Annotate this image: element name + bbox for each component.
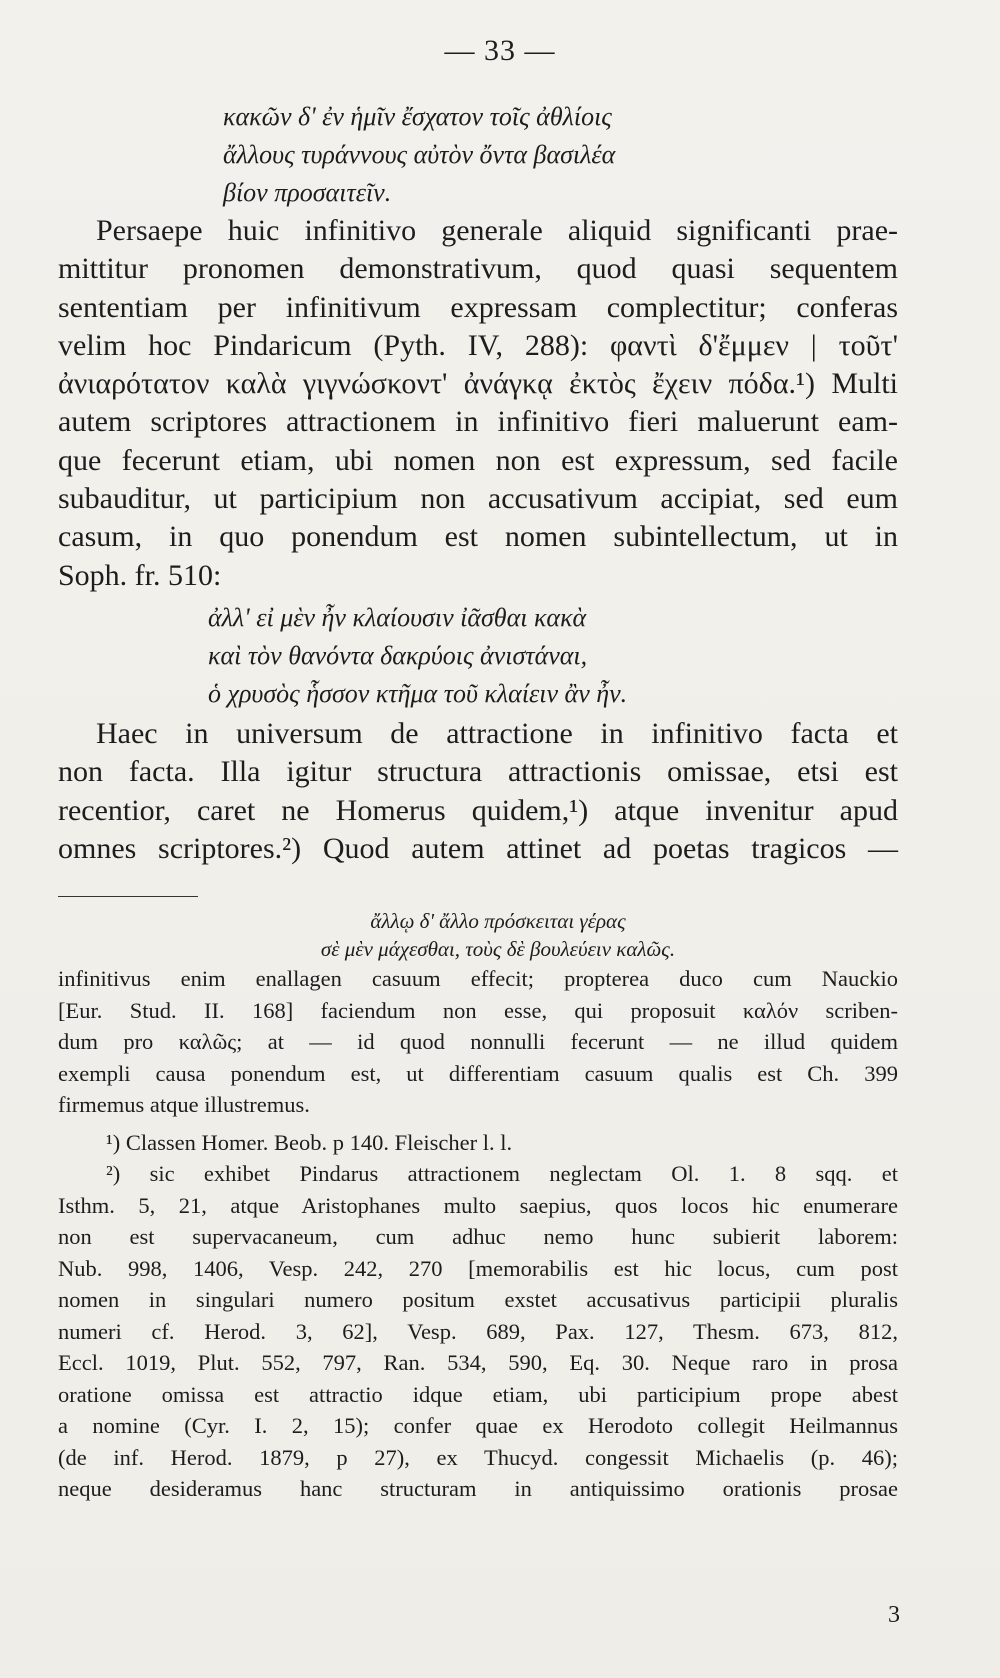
footnote-line: neque desideramus hanc structuram in antiquissimo orationis prosae xyxy=(58,1476,898,1502)
footnote-line: dum pro καλῶς; at — id quod nonnulli fecerunt — ne illud quidem xyxy=(58,1029,898,1055)
footnote-line: non est supervacaneum, cum adhuc nemo hunc subierit laborem: xyxy=(58,1224,898,1250)
footnote-line: nomen in singulari numero positum exstet accusativus participii pluralis xyxy=(58,1287,898,1313)
footnote-line: Nub. 998, 1406, Vesp. 242, 270 [memorabilis est hic locus, cum post xyxy=(58,1255,898,1281)
verse-line: βίον προσαιτεῖν. xyxy=(223,178,392,207)
footnote-line: exempli causa ponendum est, ut differentiam casuum qualis est Ch. 399 xyxy=(58,1060,898,1086)
sophocles-quote xyxy=(58,599,898,713)
verse-line: ἀλλ' εἰ μὲν ἦν κλαίουσιν ἰᾶσθαι κακὰ xyxy=(208,602,587,632)
text-line: recentior, caret ne Homerus quidem,¹) atque invenitur apud xyxy=(58,793,898,827)
verse-line: σὲ μὲν μάχεσθαι, τοὺς δὲ βουλεύειν καλῶς. xyxy=(320,937,676,962)
text-line: sententiam per infinitivum expressam complectitur; conferas xyxy=(58,290,898,324)
text-line: omnes scriptores.²) Quod autem attinet ad poetas tragicos — xyxy=(58,831,898,865)
footnote-1 xyxy=(58,1127,898,1159)
footnote-line: ¹) Classen Homer. Beob. p 140. Fleischer l. l. xyxy=(106,1129,513,1155)
verse-line: ὁ χρυσὸς ἧσσον κτῆμα τοῦ κλαίειν ἂν ἦν. xyxy=(208,678,628,708)
verse-line: ἄλλους τυράννους αὐτὸν ὄντα βασιλέα xyxy=(223,140,616,169)
text-line: Soph. fr. 510: xyxy=(58,558,222,592)
verse-line: καὶ τὸν θανόντα δακρύοις ἀνιστάναι, xyxy=(208,640,588,670)
footnote-line: firmemus atque illustremus. xyxy=(58,1092,310,1118)
main-paragraph xyxy=(58,212,898,595)
text-line: que fecerunt etiam, ubi nomen non est expressum, sed facile xyxy=(58,443,898,477)
text-line: Haec in universum de attractione in infinitivo facta et xyxy=(96,716,898,750)
footnote-line: Isthm. 5, 21, atque Aristophanes multo saepius, quos locos hic enumerare xyxy=(58,1192,898,1218)
footnote-continuation xyxy=(58,963,898,1121)
greek-verse-quote xyxy=(58,98,898,212)
footnote-line: numeri cf. Herod. 3, 62], Vesp. 689, Pax. 127, Thesm. 673, 812, xyxy=(58,1318,898,1344)
text-line: casum, in quo ponendum est nomen subintellectum, ut in xyxy=(58,520,898,554)
footnote-line: Eccl. 1019, Plut. 552, 797, Ran. 534, 590, Eq. 30. Neque raro in prosa xyxy=(58,1350,898,1376)
text-line: Persaepe huic infinitivo generale aliquid significanti prae- xyxy=(96,214,898,247)
second-paragraph xyxy=(58,715,898,868)
footnote-divider xyxy=(58,896,198,897)
text-line: ἀνιαρότατον καλὰ γιγνώσκοντ' ἀνάγκᾳ ἐκτὸς ἔχειν πόδα.¹) Multi xyxy=(58,367,898,401)
text-line: velim hoc Pindaricum (Pyth. IV, 288): φαντὶ δ'ἔμμεν | τοῦτ' xyxy=(58,328,898,362)
footnote-line: oratione omissa est attractio idque etiam, ubi participium prope abest xyxy=(58,1381,898,1407)
footnote-line: a nomine (Cyr. I. 2, 15); confer quae ex Herodoto collegit Heilmannus xyxy=(58,1413,898,1439)
footnote-line: [Eur. Stud. II. 168] faciendum non esse, qui proposuit καλόν scriben- xyxy=(58,997,898,1023)
page-body xyxy=(58,98,898,1505)
verse-line: ἄλλῳ δ' ἄλλο πρόσκειται γέρας xyxy=(370,909,626,934)
footnote-2 xyxy=(58,1158,898,1505)
footnote-line: ²) sic exhibet Pindarus attractionem neglectam Ol. 1. 8 sqq. et xyxy=(106,1161,898,1187)
page-number: — 33 — xyxy=(444,34,556,67)
text-line: mittitur pronomen demonstrativum, quod quasi sequentem xyxy=(58,252,898,286)
footnote-line: infinitivus enim enallagen casuum effecit; propterea duco cum Nauckio xyxy=(58,966,898,992)
footnote-line: (de inf. Herod. 1879, p 27), ex Thucyd. congessit Michaelis (p. 46); xyxy=(58,1444,898,1470)
footnote-verse xyxy=(58,907,898,963)
text-line: non facta. Illa igitur structura attractionis omissae, etsi est xyxy=(58,755,898,789)
text-line: autem scriptores attractionem in infinitivo fieri maluerunt eam- xyxy=(58,405,898,439)
signature-mark: 3 xyxy=(888,1602,900,1628)
verse-line: κακῶν δ' ἐν ἡμῖν ἔσχατον τοῖς ἀθλίοις xyxy=(223,102,612,131)
text-line: subauditur, ut participium non accusativum accipiat, sed eum xyxy=(58,482,898,516)
